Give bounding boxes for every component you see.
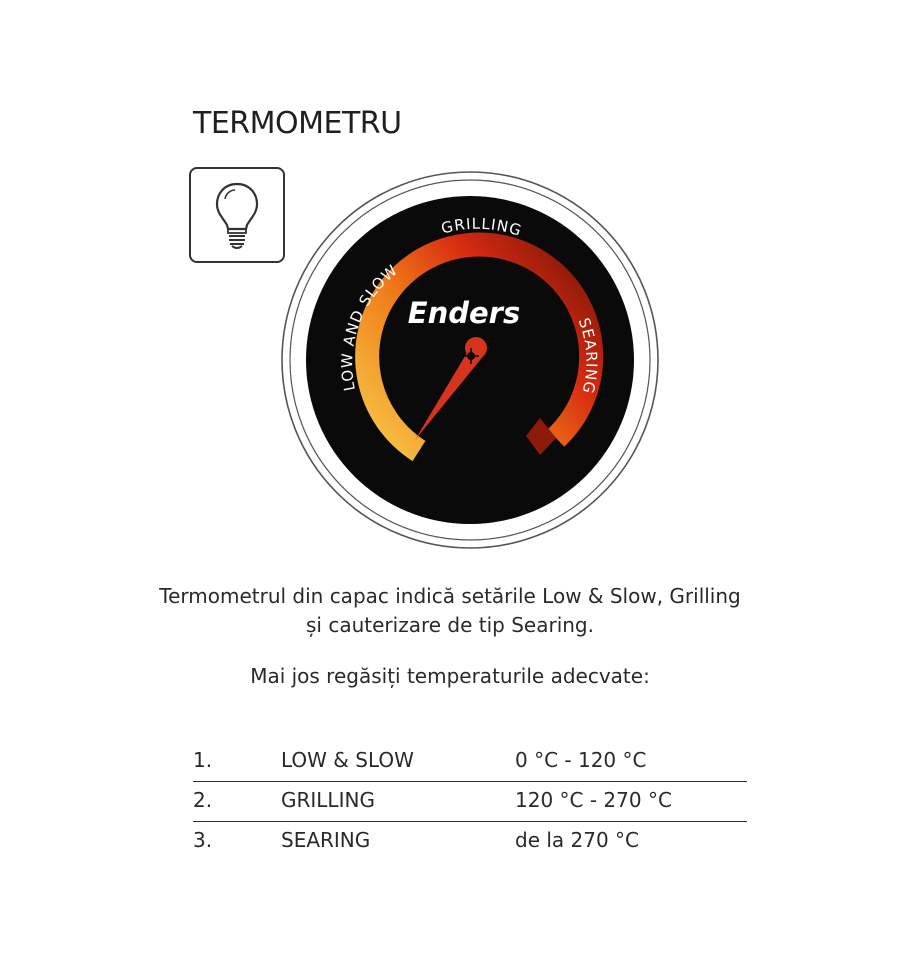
table-row (193, 742, 747, 782)
row-range: de la 270 °C (515, 828, 640, 852)
description (100, 582, 800, 640)
row-number: 2. (193, 788, 213, 812)
row-setting: LOW & SLOW (281, 748, 414, 772)
row-range: 120 °C - 270 °C (515, 788, 672, 812)
table-row (193, 822, 747, 862)
page-title: TERMOMETRU (193, 106, 402, 141)
row-number: 3. (193, 828, 213, 852)
row-setting: SEARING (281, 828, 371, 852)
description-line-1: Termometrul din capac indică setările Low & Slow, Grilling (159, 584, 741, 608)
row-range: 0 °C - 120 °C (515, 748, 647, 772)
zone-label-low-and-slow-text: LOW AND SLOW (337, 260, 402, 393)
lightbulb-icon (191, 169, 283, 261)
description-line-2: și cauterizare de tip Searing. (306, 613, 594, 637)
zone-label-searing-text: SEARING (574, 315, 601, 396)
brand-logo: Enders (407, 296, 521, 330)
row-number: 1. (193, 748, 213, 772)
temperature-table (193, 742, 747, 862)
thermometer-gauge (278, 168, 662, 552)
table-row (193, 782, 747, 822)
zone-label-grilling-text: GRILLING (439, 214, 525, 240)
temperature-intro: Mai jos regăsiți temperaturile adecvate: (250, 664, 650, 688)
row-setting: GRILLING (281, 788, 375, 812)
tip-box (189, 167, 285, 263)
